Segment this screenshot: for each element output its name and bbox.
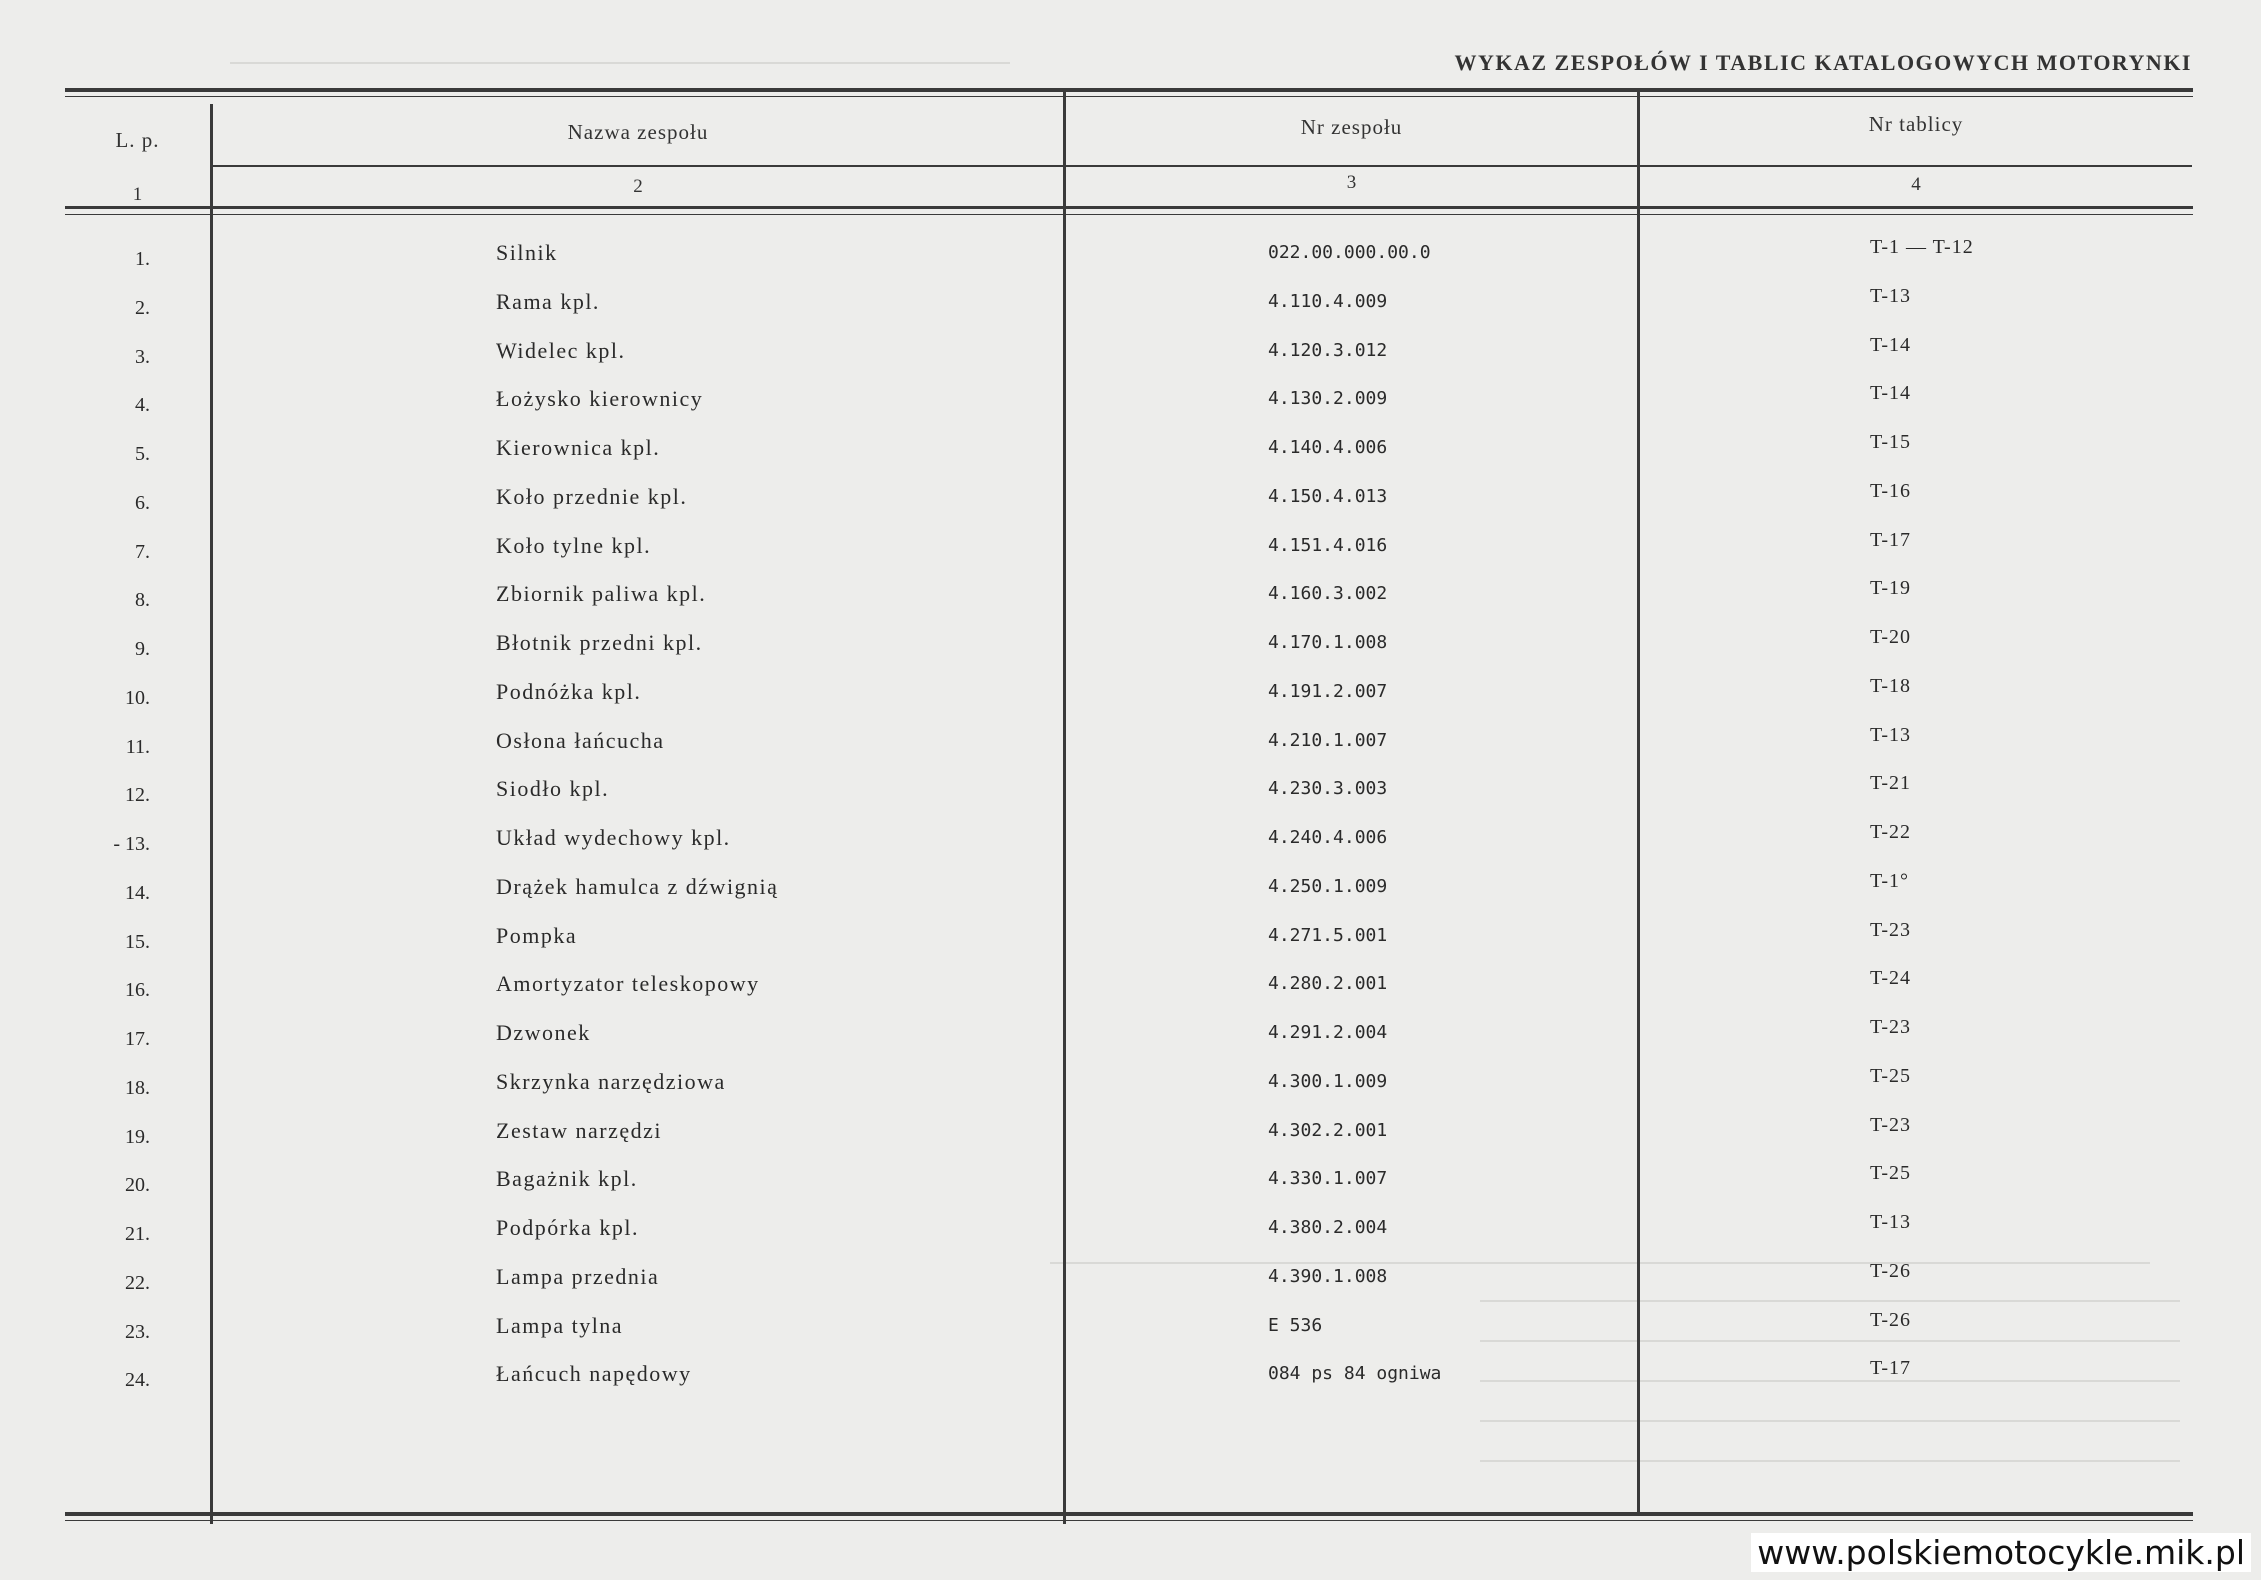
table-row: [0, 333, 2261, 387]
assembly-name: Kierownica kpl.: [496, 435, 661, 460]
table-number: T-14: [1870, 382, 1912, 405]
row-number: 14.: [125, 881, 150, 904]
assembly-number: 4.120.3.012: [1268, 339, 1388, 361]
assembly-number: 4.150.4.013: [1268, 485, 1388, 507]
row-number: 18.: [125, 1076, 150, 1099]
table-number: T-23: [1870, 1016, 1912, 1038]
assembly-name: Układ wydechowy kpl.: [496, 825, 731, 850]
assembly-number: 084 ps 84 ogniwa: [1268, 1363, 1442, 1385]
table-number: T-25: [1870, 1162, 1912, 1185]
row-number: 16.: [125, 979, 150, 1002]
assembly-number: 4.160.3.002: [1268, 583, 1388, 605]
assembly-name: Koło tylne kpl.: [496, 532, 652, 558]
assembly-name: Zestaw narzędzi: [496, 1117, 663, 1143]
table-row: [0, 1064, 2261, 1118]
table-number: T-17: [1870, 1357, 1912, 1380]
header-bottom-rule: [65, 206, 2193, 209]
assembly-number: 4.230.3.003: [1268, 778, 1388, 800]
assembly-number: 4.302.2.001: [1268, 1119, 1388, 1141]
table-number: T-1 — T-12: [1870, 236, 1974, 258]
table-row: [0, 479, 2261, 533]
row-number: 10.: [125, 686, 150, 709]
row-number: 6.: [135, 491, 150, 514]
table-number: T-15: [1870, 431, 1912, 453]
row-number: 2.: [135, 296, 150, 319]
table-number: T-23: [1870, 918, 1912, 941]
table-top-rule-thin: [65, 96, 2193, 97]
table-row: [0, 431, 2261, 484]
table-row: [0, 626, 2261, 679]
table-row: [0, 723, 2261, 777]
assembly-number: 4.240.4.006: [1268, 827, 1388, 848]
table-number: T-17: [1870, 528, 1912, 551]
assembly-number: 4.291.2.004: [1268, 1022, 1388, 1043]
table-number: T-26: [1870, 1259, 1912, 1282]
table-row: [0, 1259, 2261, 1313]
assembly-number: 4.330.1.007: [1268, 1168, 1388, 1190]
page-title: WYKAZ ZESPOŁÓW I TABLIC KATALOGOWYCH MOTORYNKI: [1454, 50, 2192, 75]
table-number: T-18: [1870, 674, 1912, 697]
row-number: 9.: [135, 638, 150, 660]
table-number: T-21: [1870, 772, 1912, 795]
header-separator-rule: [212, 165, 2192, 167]
table-row: [0, 821, 2261, 874]
assembly-name: Drążek hamulca z dźwignią: [496, 873, 779, 899]
table-bottom-rule-thin: [65, 1520, 2193, 1521]
row-number: 12.: [125, 784, 150, 807]
table-number: T-13: [1870, 1211, 1912, 1233]
table-row: [0, 382, 2261, 435]
assembly-number: 4.110.4.009: [1268, 290, 1388, 312]
column-number-1: 1: [132, 184, 143, 205]
assembly-name: Zbiornik paliwa kpl.: [496, 581, 707, 607]
row-number: 7.: [135, 540, 150, 563]
assembly-number: 4.140.4.006: [1268, 437, 1388, 458]
table-row: [0, 1308, 2261, 1362]
assembly-name: Lampa przednia: [496, 1263, 660, 1289]
column-number-3: 3: [1346, 172, 1357, 193]
bleed-through-line: [230, 62, 1010, 64]
table-number: T-16: [1870, 479, 1912, 502]
table-number: T-22: [1870, 821, 1912, 843]
table-number: T-25: [1870, 1064, 1912, 1087]
assembly-number: 4.390.1.008: [1268, 1265, 1388, 1287]
column-number-2: 2: [633, 176, 643, 197]
assembly-name: Łańcuch napędowy: [496, 1361, 692, 1387]
assembly-name: Osłona łańcucha: [496, 727, 665, 753]
table-row: [0, 577, 2261, 630]
bleed-through-line: [1480, 1460, 2180, 1462]
column-header-nr-zespolu: Nr zespołu: [1300, 115, 1403, 139]
row-number: 22.: [125, 1271, 150, 1294]
assembly-name: Błotnik przedni kpl.: [496, 630, 703, 655]
row-number: 23.: [125, 1320, 150, 1343]
assembly-name: Lampa tylna: [496, 1312, 624, 1338]
assembly-name: Siodło kpl.: [496, 776, 610, 802]
table-row: [0, 528, 2261, 582]
bleed-through-line: [1480, 1420, 2180, 1422]
assembly-name: Amortyzator teleskopowy: [496, 971, 760, 997]
row-number: 5.: [135, 443, 150, 465]
assembly-name: Podpórka kpl.: [496, 1215, 639, 1240]
table-row: [0, 1211, 2261, 1264]
assembly-number: 4.210.1.007: [1268, 729, 1388, 751]
row-number: 17.: [125, 1028, 150, 1050]
row-number: 3.: [135, 345, 150, 368]
assembly-name: Łożysko kierownicy: [496, 386, 704, 412]
table-top-rule: [65, 88, 2193, 92]
assembly-number: 4.300.1.009: [1268, 1070, 1388, 1092]
column-header-nazwa: Nazwa zespołu: [567, 120, 709, 144]
table-number: T-20: [1870, 626, 1912, 648]
source-url: www.polskiemotocykle.mik.pl: [1751, 1533, 2251, 1572]
table-row: [0, 284, 2261, 338]
table-number: T-24: [1870, 967, 1912, 990]
row-number: 1.: [135, 248, 150, 270]
table-row: [0, 1016, 2261, 1069]
table-bottom-rule: [65, 1512, 2193, 1516]
row-number: 8.: [135, 589, 150, 612]
table-row: [0, 674, 2261, 728]
row-number: 15.: [125, 930, 150, 953]
header-bottom-rule-thin: [65, 214, 2193, 215]
assembly-number: 4.130.2.009: [1268, 388, 1388, 410]
table-number: T-13: [1870, 284, 1912, 307]
assembly-number: 4.191.2.007: [1268, 680, 1388, 702]
assembly-number: E 536: [1268, 1314, 1323, 1336]
assembly-name: Skrzynka narzędziowa: [496, 1068, 726, 1094]
assembly-name: Pompka: [496, 922, 578, 948]
column-number-4: 4: [1911, 174, 1921, 195]
assembly-name: Dzwonek: [496, 1020, 591, 1045]
row-number: 20.: [125, 1174, 150, 1197]
assembly-number: 4.151.4.016: [1268, 534, 1388, 556]
table-number: T-23: [1870, 1113, 1912, 1136]
assembly-number: 4.280.2.001: [1268, 973, 1388, 995]
table-number: T-14: [1870, 333, 1912, 356]
row-number: 11.: [125, 735, 150, 758]
assembly-name: Rama kpl.: [496, 288, 600, 314]
assembly-name: Silnik: [496, 240, 558, 265]
table-row: [0, 967, 2261, 1020]
row-number: 4.: [135, 394, 150, 417]
assembly-name: Koło przednie kpl.: [496, 483, 688, 509]
row-number: 21.: [125, 1223, 150, 1245]
table-number: T-13: [1870, 723, 1912, 746]
table-row: [0, 772, 2261, 825]
assembly-name: Bagażnik kpl.: [496, 1166, 638, 1192]
assembly-number: 4.271.5.001: [1268, 924, 1388, 946]
table-number: T-19: [1870, 577, 1912, 600]
assembly-number: 022.00.000.00.0: [1268, 242, 1431, 263]
table-row: [0, 918, 2261, 972]
row-number: 24.: [125, 1369, 150, 1392]
table-row: [0, 1162, 2261, 1215]
table-row: [0, 236, 2261, 289]
assembly-number: 4.380.2.004: [1268, 1217, 1388, 1238]
table-row: [0, 869, 2261, 923]
assembly-number: 4.170.1.008: [1268, 632, 1388, 653]
table-number: T-26: [1870, 1308, 1912, 1331]
assembly-number: 4.250.1.009: [1268, 875, 1388, 897]
table-number: T-1°: [1870, 869, 1910, 892]
row-number: - 13.: [113, 833, 150, 855]
column-header-nr-tablicy: Nr tablicy: [1868, 112, 1964, 136]
assembly-name: Podnóżka kpl.: [496, 678, 642, 704]
assembly-name: Widelec kpl.: [496, 337, 626, 363]
column-header-lp: L. p.: [115, 128, 160, 152]
table-row: [0, 1357, 2261, 1410]
row-number: 19.: [125, 1125, 150, 1148]
table-row: [0, 1113, 2261, 1167]
